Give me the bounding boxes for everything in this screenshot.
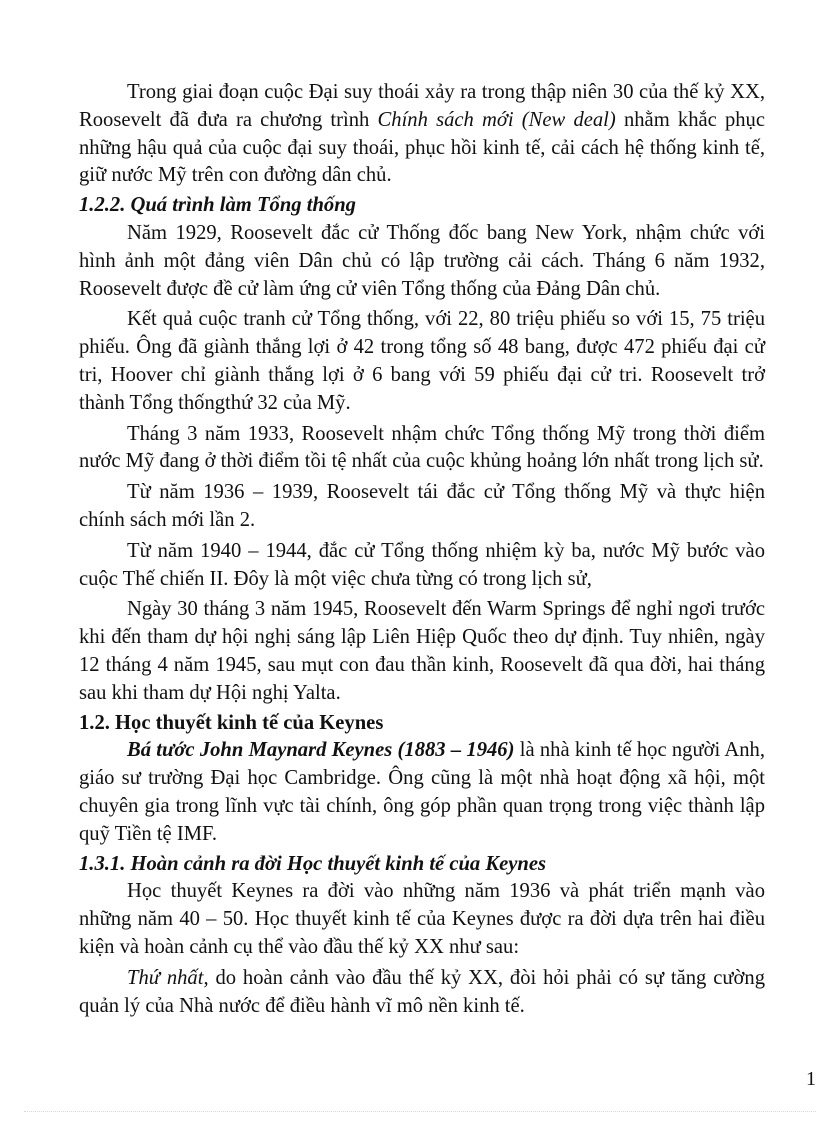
footer-divider	[24, 1111, 816, 1112]
section-heading-keynes-context: 1.3.1. Hoàn cảnh ra đời Học thuyết kinh tế của Keynes	[79, 852, 546, 875]
section-heading-keynes: 1.2. Học thuyết kinh tế của Keynes	[79, 711, 384, 734]
paragraph-inauguration: Tháng 3 năm 1933, Roosevelt nhậm chức Tổng thống Mỹ trong thời điểm nước Mỹ đang ở thời điểm tồi tệ nhất của cuộc khủng hoảng lớn nhất trong lịch sử.	[79, 422, 765, 473]
paragraph-text: nhằm khắc phục những hậu quả của cuộc đại suy thoái, phục hồi kinh tế, cải cách hệ thống kinh tế, giữ nước Mỹ trên con đường dân chủ.	[79, 108, 765, 187]
paragraph-text: , do hoàn cảnh vào đầu thế kỷ XX, đòi hỏi phải có sự tăng cường quản lý của Nhà nước để điều hành vĩ mô nền kinh tế.	[79, 966, 765, 1017]
paragraph-first-reason	[79, 965, 765, 1021]
paragraph-governor: Năm 1929, Roosevelt đắc cử Thống đốc bang New York, nhậm chức với hình ảnh một đảng viên Dân chủ có lập trường cải cách. Tháng 6 năm 1932, Roosevelt được đề cử làm ứng cử viên Tổng thống của Đảng Dân chủ.	[79, 221, 765, 300]
paragraph-reelection: Từ năm 1936 – 1939, Roosevelt tái đắc cử Tổng thống Mỹ và thực hiện chính sách mới lần 2.	[79, 481, 765, 531]
keynes-name: Bá tước John Maynard Keynes (1883 – 1946)	[127, 739, 515, 762]
paragraph-text: Trong giai đoạn cuộc Đại suy thoái xảy ra trong thập niên 30 của thế kỷ XX, Roosevelt đã đưa ra chương trình	[79, 81, 765, 131]
emphasis-first: Thứ nhất	[127, 966, 204, 989]
paragraph-death: Ngày 30 tháng 3 năm 1945, Roosevelt đến Warm Springs để nghỉ ngơi trước khi đến tham dự hội nghị sáng lập Liên Hiệp Quốc theo dự định. Tuy nhiên, ngày 12 tháng 4 năm 1945, sau mụt con đau thần kinh, Roosevelt đã qua đời, hai tháng sau khi tham dự Hội nghị Yalta.	[79, 598, 765, 704]
emphasis-new-deal: Chính sách mới (New deal)	[377, 108, 616, 131]
paragraph-election-result: Kết quả cuộc tranh cử Tổng thống, với 22, 80 triệu phiếu so với 15, 75 triệu phiếu. Ông đã giành thắng lợi ở 42 trong tổng số 48 bang, được 472 phiếu đại cử tri, Hoover chỉ giành thắng lợi ở 6 bang với 59 phiếu đại cử tri. Roosevelt trở thành Tổng thốngthứ 32 của Mỹ.	[79, 308, 765, 414]
paragraph-third-term: Từ năm 1940 – 1944, đắc cử Tổng thống nhiệm kỳ ba, nước Mỹ bước vào cuộc Thế chiến II. Đôy là một việc chưa từng có trong lịch sử,	[79, 539, 765, 590]
section-heading-presidency: 1.2.2. Quá trình làm Tổng thống	[79, 194, 356, 217]
page-number: 1	[806, 1068, 816, 1090]
paragraph-text: là nhà kinh tế học người Anh, giáo sư trường Đại học Cambridge. Ông cũng là một nhà hoạt động xã hội, một chuyên gia trong lĩnh vực tài chính, ông góp phần quan trọng trong việc thành lập quỹ Tiền tệ IMF.	[79, 739, 765, 845]
paragraph-keynes-bio	[79, 737, 765, 848]
document-body	[79, 79, 765, 1020]
paragraph-keynes-origin: Học thuyết Keynes ra đời vào những năm 1936 và phát triển mạnh vào những năm 40 – 50. Học thuyết kinh tế của Keynes được ra đời dựa trên hai điều kiện và hoàn cảnh cụ thể vào đầu thế kỷ XX như sau:	[79, 880, 765, 958]
paragraph-new-deal	[79, 79, 765, 190]
